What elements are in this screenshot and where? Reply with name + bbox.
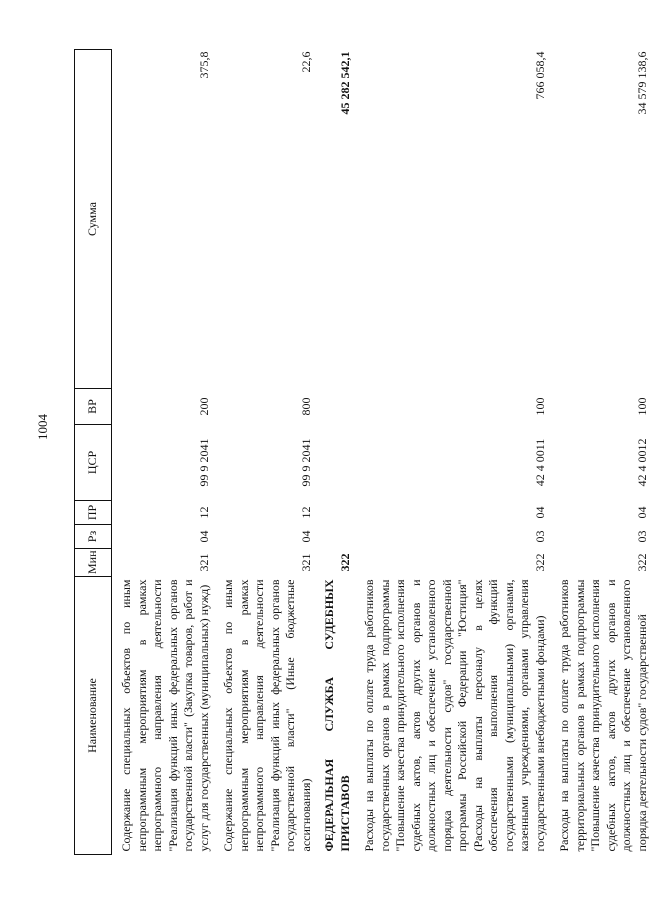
row-vr: 100 <box>634 397 649 416</box>
row-pr <box>316 501 355 525</box>
row-csr: 42 4 0011 <box>532 438 547 487</box>
table-row-agency <box>316 50 355 855</box>
row-csr: 99 9 2041 <box>298 438 313 487</box>
row-vr: 800 <box>298 397 313 416</box>
row-sum: 45 282 542,1 <box>337 51 352 115</box>
row-pr: 04 <box>634 506 649 519</box>
table-row <box>550 50 652 855</box>
table-row <box>355 50 550 855</box>
row-csr: 99 9 2041 <box>196 438 211 487</box>
header-rz: Рз <box>75 525 112 549</box>
row-vr: 200 <box>196 397 211 416</box>
row-name: Расходы на выплаты по оплате труда работников территориальных органов в рамках подпрограммы "Повышение качества принудительного исполнения судебных актов, актов других органов и должностных лиц и обеспечение установленного порядка деятельности судов" государственной <box>557 579 649 852</box>
row-pr: 12 <box>298 506 313 519</box>
table-row <box>214 50 316 855</box>
row-rz: 03 <box>634 530 649 543</box>
row-min: 321 <box>196 553 211 572</box>
row-pr: 04 <box>532 506 547 519</box>
table-header-row <box>75 50 112 855</box>
row-min: 322 <box>634 553 649 572</box>
row-min: 321 <box>298 553 313 572</box>
row-csr: 42 4 0012 <box>634 438 649 487</box>
header-vr: ВР <box>75 389 112 425</box>
row-name: Содержание специальных объектов по иным непрограммным мероприятиям в рамках непрограммного направления деятельности "Реализация функций иных федеральных органов государственной власти" (Иные бюджетные ассигнования) <box>221 579 313 852</box>
row-rz: 03 <box>532 530 547 543</box>
row-rz <box>316 525 355 549</box>
header-csr: ЦСР <box>75 425 112 501</box>
page-number: 1004 <box>35 414 50 440</box>
row-name: ФЕДЕРАЛЬНАЯ СЛУЖБА СУДЕБНЫХ ПРИСТАВОВ <box>322 579 352 852</box>
row-sum: 375,8 <box>196 51 211 79</box>
header-min: Мин <box>75 549 112 577</box>
row-min: 322 <box>337 553 352 572</box>
row-sum: 766 058,4 <box>532 51 547 100</box>
header-name: Наименование <box>75 577 112 855</box>
table-row <box>112 50 215 855</box>
rotated-table-container <box>74 50 649 855</box>
row-pr: 12 <box>196 506 211 519</box>
budget-table <box>74 49 652 855</box>
row-sum: 22,6 <box>298 51 313 73</box>
row-sum: 34 579 138,6 <box>634 51 649 115</box>
row-vr: 100 <box>532 397 547 416</box>
row-name: Содержание специальных объектов по иным непрограммным мероприятиям в рамках непрограммного направления деятельности "Реализация функций иных федеральных органов государственной власти" (Закупка товаров, работ и услуг для государственных (муниципальных) нужд) <box>119 579 211 852</box>
row-rz: 04 <box>298 530 313 543</box>
row-name: Расходы на выплаты по оплате труда работников государственных органов в рамках подпрограммы "Повышение качества принудительного исполнения судебных актов, актов других органов и должностных лиц и обеспечение установленного порядка деятельности судов" государственной программы Российской Федерации "Юстиция" (Расходы на выплаты персоналу в целях обеспечения выполнения функций государственными (муниципальными) органами, казенными учреждениями, органами управления государственными внебюджетными фондами) <box>362 579 547 852</box>
row-vr <box>316 389 355 425</box>
row-csr <box>316 425 355 501</box>
row-rz: 04 <box>196 530 211 543</box>
row-min: 322 <box>532 553 547 572</box>
header-pr: ПР <box>75 501 112 525</box>
header-sum: Сумма <box>75 50 112 389</box>
